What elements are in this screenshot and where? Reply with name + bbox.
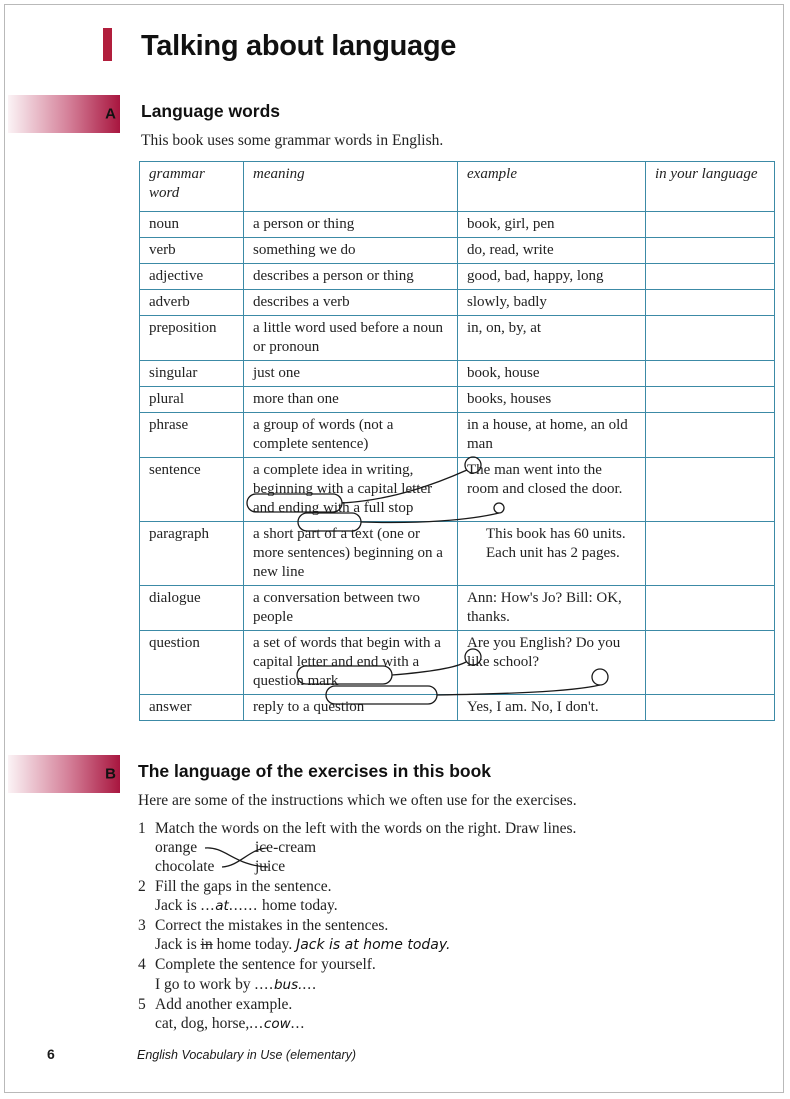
cell-language[interactable] [646, 458, 775, 522]
table-row [140, 238, 775, 264]
cell-meaning: describes a verb [244, 290, 458, 316]
sentence-text: I go to work by [155, 975, 255, 993]
section-b-letter: B [105, 765, 116, 783]
cell-meaning: a group of words (not a complete sentence) [244, 413, 458, 458]
table-row [140, 522, 775, 586]
handwritten-answer: bus. [273, 976, 303, 993]
exercise-number: 1 [138, 820, 146, 837]
handwritten-answer: cow [263, 1016, 291, 1033]
exercise-item [138, 916, 576, 955]
cell-meaning: describes a person or thing [244, 264, 458, 290]
match-example [138, 838, 576, 876]
cell-meaning: something we do [244, 238, 458, 264]
cell-language[interactable] [646, 290, 775, 316]
cell-example: slowly, badly [458, 290, 646, 316]
match-right-word: juice [255, 858, 286, 876]
cell-word: question [140, 631, 244, 695]
cell-word: adverb [140, 290, 244, 316]
table-row [140, 631, 775, 695]
cell-word: sentence [140, 458, 244, 522]
cell-example: Are you English? Do you like school? [458, 631, 646, 695]
cell-word: plural [140, 387, 244, 413]
section-a-letter: A [105, 105, 116, 123]
cell-language[interactable] [646, 631, 775, 695]
table-header-row [140, 162, 775, 212]
sentence-text: cat, dog, horse, [155, 1015, 250, 1033]
cell-language[interactable] [646, 238, 775, 264]
section-b-title: The language of the exercises in this book [138, 761, 491, 781]
cell-example: in a house, at home, an old man [458, 413, 646, 458]
cell-example: do, read, write [458, 238, 646, 264]
match-right-word: ice-cream [255, 839, 317, 857]
section-a-intro: This book uses some grammar words in English. [141, 132, 444, 149]
cell-example: Yes, I am. No, I don't. [458, 695, 646, 721]
cell-language[interactable] [646, 586, 775, 631]
cell-meaning: a complete idea in writing, beginning with a capital letter and ending with a full stop [244, 458, 458, 522]
cell-meaning: a little word used before a noun or pronoun [244, 316, 458, 361]
exercise-item: 2 Fill the gaps in the sentence. Jack is ...at...... home today. [138, 877, 338, 914]
table-row [140, 458, 775, 522]
section-b-intro: Here are some of the instructions which we often use for the exercises. [138, 792, 577, 809]
exercise-item [138, 819, 576, 877]
header-example: example [458, 162, 646, 212]
exercise-number: 4 [138, 956, 146, 974]
cell-word: noun [140, 212, 244, 238]
exercise-list [138, 819, 576, 1034]
cell-word: phrase [140, 413, 244, 458]
cell-word: preposition [140, 316, 244, 361]
page-number: 6 [47, 1046, 55, 1062]
match-left-word: chocolate [155, 858, 215, 876]
cell-example: book, house [458, 361, 646, 387]
cell-language[interactable] [646, 264, 775, 290]
cell-word: adjective [140, 264, 244, 290]
cell-language[interactable] [646, 387, 775, 413]
exercise-instruction: Add another example. [155, 995, 293, 1013]
exercise-item: 4 Complete the sentence for yourself. I go to work by ....bus.... [138, 956, 376, 993]
cell-word: verb [140, 238, 244, 264]
exercise-instruction: Complete the sentence for yourself. [155, 956, 376, 974]
exercise-instruction: Fill the gaps in the sentence. [155, 877, 332, 895]
header-in-your-language: in your language [646, 162, 775, 212]
cell-example: This book has 60 units. Each unit has 2 pages. [458, 522, 646, 586]
cell-meaning: a short part of a text (one or more sentences) beginning on a new line [244, 522, 458, 586]
cell-meaning: just one [244, 361, 458, 387]
cell-example: good, bad, happy, long [458, 264, 646, 290]
sentence-text: Jack is [155, 936, 201, 954]
cell-language[interactable] [646, 695, 775, 721]
exercise-instruction: Match the words on the left with the words on the right. Draw lines. [155, 820, 577, 837]
exercise-instruction: Correct the mistakes in the sentences. [155, 917, 389, 935]
sentence-text: home today. [212, 936, 293, 954]
cell-example: books, houses [458, 387, 646, 413]
unit-title: Talking about language [141, 30, 457, 62]
table-row [140, 413, 775, 458]
table-row [140, 290, 775, 316]
cell-meaning: reply to a question [244, 695, 458, 721]
header-meaning: meaning [244, 162, 458, 212]
cell-word: paragraph [140, 522, 244, 586]
exercise-number: 5 [138, 995, 146, 1013]
cell-meaning: more than one [244, 387, 458, 413]
table-row [140, 695, 775, 721]
cell-word: dialogue [140, 586, 244, 631]
cell-example: book, girl, pen [458, 212, 646, 238]
cell-language[interactable] [646, 316, 775, 361]
table-row [140, 264, 775, 290]
section-a-band [8, 95, 120, 133]
grammar-words-table [139, 161, 775, 721]
exercise-number: 2 [138, 877, 146, 895]
cell-language[interactable] [646, 522, 775, 586]
header-grammar-word: grammar word [140, 162, 244, 212]
handwritten-correction: Jack is at home today. [296, 937, 451, 954]
cell-example: in, on, by, at [458, 316, 646, 361]
sentence-text: home today. [258, 896, 338, 914]
table-row [140, 212, 775, 238]
cell-language[interactable] [646, 413, 775, 458]
cell-meaning: a set of words that begin with a capital letter and end with a question mark [244, 631, 458, 695]
exercise-number: 3 [138, 917, 146, 935]
cell-language[interactable] [646, 212, 775, 238]
cell-word: singular [140, 361, 244, 387]
sentence-text: Jack is [155, 896, 201, 914]
cell-meaning: a person or thing [244, 212, 458, 238]
unit-marker-bar [103, 28, 112, 61]
match-left-word: orange [155, 839, 198, 857]
exercise-item: 5 Add another example. cat, dog, horse,...cow... [138, 995, 306, 1033]
cell-example: The man went into the room and closed the door. [458, 458, 646, 522]
table-row [140, 316, 775, 361]
table-row [140, 361, 775, 387]
book-title: English Vocabulary in Use (elementary) [137, 1048, 357, 1062]
section-a-title: Language words [141, 101, 281, 121]
cell-example: Ann: How's Jo? Bill: OK, thanks. [458, 586, 646, 631]
handwritten-answer: at [215, 897, 229, 914]
section-b-band [8, 755, 120, 793]
cell-language[interactable] [646, 361, 775, 387]
crossed-out-word: in [200, 936, 213, 954]
cell-meaning: a conversation between two people [244, 586, 458, 631]
table-row [140, 586, 775, 631]
cell-word: answer [140, 695, 244, 721]
table-row [140, 387, 775, 413]
